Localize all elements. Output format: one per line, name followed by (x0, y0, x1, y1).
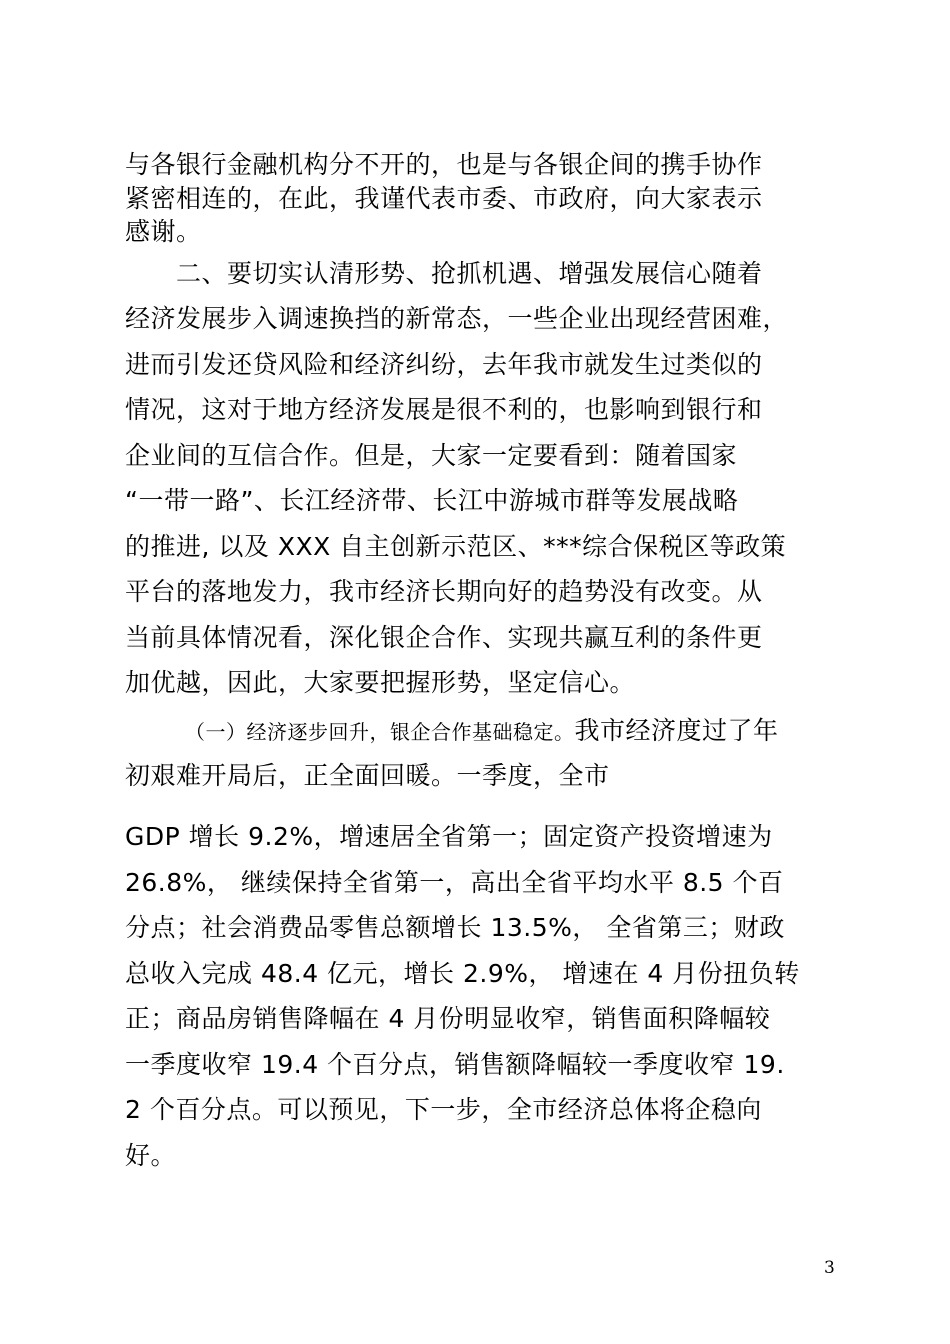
subheading-continuation: 我市经济度过了年 (574, 716, 779, 745)
body-text-line: 企业间的互信合作。但是，大家一定要看到：随着国家 (125, 441, 738, 470)
body-text-line: 加优越，因此，大家要把握形势，坚定信心。 (125, 668, 636, 697)
body-text-line: GDP 增长 9.2%，增速居全省第一；固定资产投资增速为 (125, 822, 773, 851)
subheading-label: （一）经济逐步回升，银企合作基础稳定。 (185, 720, 575, 744)
body-text-line: 初艰难开局后，正全面回暖。一季度，全市 (125, 761, 610, 790)
body-text-line: 2 个百分点。可以预见，下一步，全市经济总体将企稳向 (125, 1095, 762, 1124)
body-text-line: 26.8%， 继续保持全省第一，高出全省平均水平 8.5 个百 (125, 868, 784, 897)
body-text-line: 紧密相连的，在此，我谨代表市委、市政府，向大家表示 (125, 184, 763, 213)
body-text-line: 分点；社会消费品零售总额增长 13.5%， 全省第三；财政 (125, 913, 785, 942)
body-text-line: 一季度收窄 19.4 个百分点，销售额降幅较一季度收窄 19. (125, 1050, 785, 1079)
body-text-line: 总收入完成 48.4 亿元，增长 2.9%， 增速在 4 月份扭负转 (125, 959, 800, 988)
body-text-line: 正；商品房销售降幅在 4 月份明显收窄，销售面积降幅较 (125, 1004, 771, 1033)
body-text-line: 好。 (125, 1141, 177, 1170)
page-number: 3 (824, 1258, 835, 1278)
body-text-line: “一带一路”、长江经济带、长江中游城市群等发展战略 (125, 486, 739, 515)
body-text-line: 进而引发还贷风险和经济纠纷，去年我市就发生过类似的 (125, 350, 763, 379)
body-text-line: 情况，这对于地方经济发展是很不利的，也影响到银行和 (125, 395, 763, 424)
body-text-line: 平台的落地发力，我市经济长期向好的趋势没有改变。从 (125, 577, 763, 606)
body-text-line: 与各银行金融机构分不开的，也是与各银企间的携手协作 (125, 150, 763, 179)
body-text-line: 的推进, 以及 XXX 自主创新示范区、***综合保税区等政策 (125, 532, 787, 561)
section-heading-line: 二、要切实认清形势、抢抓机遇、增强发展信心随着 (125, 259, 763, 288)
body-text-line: 感谢。 (125, 217, 202, 246)
subheading-line (185, 716, 779, 747)
body-text-line: 经济发展步入调速换挡的新常态，一些企业出现经营困难， (125, 304, 789, 333)
body-text-line: 当前具体情况看，深化银企合作、实现共赢互利的条件更 (125, 623, 763, 652)
